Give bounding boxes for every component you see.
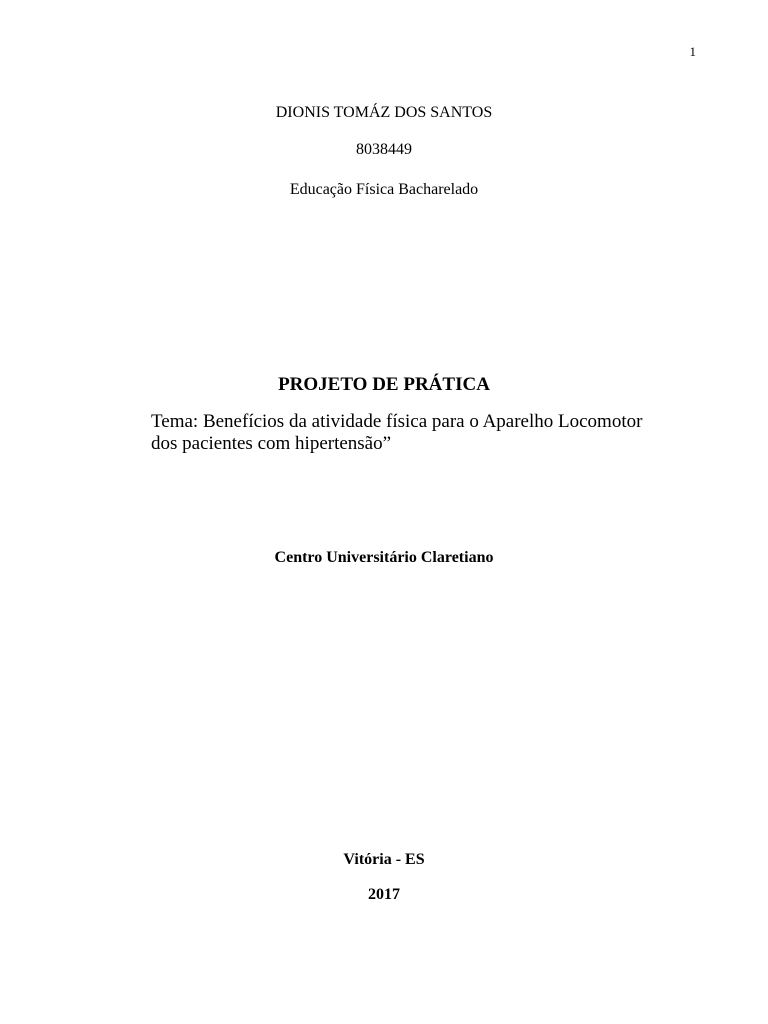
city-state: Vitória - ES: [343, 851, 425, 868]
institution-name: Centro Universitário Claretiano: [274, 549, 494, 566]
student-id: 8038449: [356, 141, 412, 158]
year: 2017: [368, 886, 400, 903]
author-name: DIONIS TOMÁZ DOS SANTOS: [275, 104, 493, 121]
course-name: Educação Física Bacharelado: [289, 181, 479, 198]
document-title: PROJETO DE PRÁTICA: [278, 374, 490, 395]
page-number: 1: [689, 44, 696, 59]
theme-line-1: Tema: Benefícios da atividade física para o Aparelho Locomotor: [151, 411, 643, 432]
theme-block: [151, 411, 711, 455]
theme-line-2: dos pacientes com hipertensão”: [151, 433, 392, 454]
